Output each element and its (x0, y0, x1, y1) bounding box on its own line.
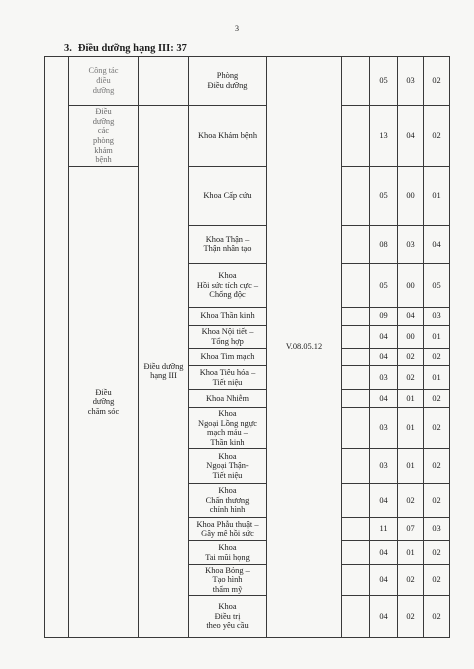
code-label: V.08.05.12 (285, 342, 323, 352)
blank-index-cell (45, 57, 69, 638)
unit-name-line: Phòng (216, 71, 239, 81)
count-value-2: 04 (398, 307, 424, 325)
count-value-3: 02 (424, 390, 450, 408)
count-value-3: 02 (424, 407, 450, 449)
count-value-3: 05 (424, 264, 450, 308)
count-value-2: 03 (398, 225, 424, 264)
count-value-2: 01 (398, 390, 424, 408)
count-value-3: 02 (424, 483, 450, 517)
unit-name-cell (189, 449, 267, 483)
group-label-line: điều (96, 76, 111, 86)
group-label-line: bệnh (95, 155, 112, 165)
count-value-1: 04 (370, 483, 398, 517)
unit-name-line: Chấn thương (205, 495, 250, 505)
unit-name-line: Khoa (218, 271, 237, 281)
group-label-line: phòng (93, 136, 114, 146)
unit-name-cell (189, 483, 267, 517)
group-label-line: các (97, 126, 110, 136)
count-value-3: 01 (424, 366, 450, 390)
count-value-2: 02 (398, 366, 424, 390)
unit-name-cell (189, 407, 267, 449)
group-label-line: chăm sóc (87, 406, 120, 416)
unit-name-line: Tai mũi họng (205, 552, 250, 562)
unit-name-line: Thần kinh (210, 437, 245, 447)
count-value-1: 03 (370, 449, 398, 483)
count-value-2: 03 (398, 57, 424, 106)
blank-value-cell (342, 407, 370, 449)
count-value-3: 02 (424, 449, 450, 483)
count-value-1: 04 (370, 565, 398, 596)
group-dieu-duong-phong-kham (69, 105, 139, 166)
count-value-3: 02 (424, 565, 450, 596)
blank-value-cell (342, 541, 370, 565)
group-label-line: dưỡng (92, 116, 115, 126)
unit-name-cell (189, 105, 267, 166)
group-label-line: Điều (95, 107, 112, 117)
count-value-2: 00 (398, 325, 424, 348)
count-value-3: 02 (424, 57, 450, 106)
count-value-3: 03 (424, 518, 450, 541)
count-value-3: 02 (424, 596, 450, 638)
count-value-2: 02 (398, 565, 424, 596)
count-value-2: 01 (398, 407, 424, 449)
group-label-line: khám (94, 145, 113, 155)
unit-name-cell (189, 57, 267, 106)
unit-name-line: Khoa Nội tiết – (201, 326, 254, 336)
count-value-3: 04 (424, 225, 450, 264)
rank-cell (139, 105, 189, 637)
unit-name-line: Tổng hợp (211, 336, 244, 346)
count-value-3: 02 (424, 348, 450, 366)
unit-name-line: Khoa Tiêu hóa – (199, 368, 256, 378)
unit-name-line: Khoa Nhiễm (205, 393, 250, 403)
count-value-1: 13 (370, 105, 398, 166)
blank-value-cell (342, 167, 370, 225)
blank-value-cell (342, 105, 370, 166)
unit-name-cell (189, 348, 267, 366)
count-value-3: 02 (424, 105, 450, 166)
unit-name-line: mạch máu – (207, 428, 248, 438)
blank-value-cell (342, 348, 370, 366)
count-value-1: 05 (370, 264, 398, 308)
blank-value-cell (342, 483, 370, 517)
group-label-line: dưỡng (92, 397, 115, 407)
unit-name-cell (189, 390, 267, 408)
unit-name-line: Khoa Tim mạch (200, 352, 255, 362)
blank-value-cell (342, 57, 370, 106)
count-value-3: 03 (424, 307, 450, 325)
unit-name-line: Thận nhân tạo (203, 244, 252, 254)
count-value-1: 04 (370, 348, 398, 366)
blank-value-cell (342, 325, 370, 348)
count-value-2: 02 (398, 483, 424, 517)
count-value-1: 04 (370, 325, 398, 348)
blank-value-cell (342, 449, 370, 483)
unit-name-line: Khoa (218, 408, 237, 418)
group-label-line: dưỡng (92, 85, 115, 95)
count-value-1: 04 (370, 390, 398, 408)
blank-value-cell (342, 390, 370, 408)
unit-name-line: Tiết niệu (212, 377, 243, 387)
group-label-line: Công tác (88, 66, 119, 76)
count-value-1: 04 (370, 596, 398, 638)
count-value-3: 01 (424, 325, 450, 348)
group-dieu-duong-cham-soc (69, 167, 139, 638)
unit-name-line: Khoa Khám bệnh (197, 131, 258, 141)
blank-value-cell (342, 307, 370, 325)
unit-name-line: Khoa Bỏng – (205, 565, 250, 575)
count-value-1: 04 (370, 541, 398, 565)
blank-value-cell (342, 366, 370, 390)
count-value-1: 09 (370, 307, 398, 325)
count-value-2: 02 (398, 348, 424, 366)
blank-value-cell (342, 518, 370, 541)
unit-name-line: Ngoại Thận- (206, 461, 249, 471)
count-value-2: 01 (398, 449, 424, 483)
unit-name-line: Khoa Cấp cứu (203, 191, 252, 201)
unit-name-line: Khoa (218, 602, 237, 612)
group-cong-tac-dieu-duong (69, 57, 139, 106)
count-value-1: 03 (370, 366, 398, 390)
page-number: 3 (235, 24, 239, 33)
unit-name-cell (189, 596, 267, 638)
blank-value-cell (342, 264, 370, 308)
unit-name-line: Ngoại Lồng ngực (198, 418, 257, 428)
unit-name-cell (189, 264, 267, 308)
unit-name-cell (189, 167, 267, 225)
unit-name-line: Điều trị (214, 611, 241, 621)
count-value-2: 02 (398, 596, 424, 638)
unit-name-cell (189, 565, 267, 596)
count-value-2: 00 (398, 167, 424, 225)
count-value-1: 08 (370, 225, 398, 264)
unit-name-cell (189, 541, 267, 565)
unit-name-line: Hồi sức tích cực – (196, 280, 259, 290)
unit-name-cell (189, 225, 267, 264)
unit-name-line: Chống độc (209, 290, 246, 300)
count-value-1: 05 (370, 57, 398, 106)
unit-name-line: Khoa Phẫu thuật – (196, 519, 259, 529)
unit-name-line: Tạo hình (212, 575, 243, 585)
unit-name-line: chỉnh hình (209, 505, 246, 515)
count-value-2: 04 (398, 105, 424, 166)
unit-name-line: Khoa (218, 486, 237, 496)
unit-name-cell (189, 307, 267, 325)
table-row (45, 167, 450, 225)
count-value-3: 02 (424, 541, 450, 565)
unit-name-cell (189, 366, 267, 390)
unit-name-line: Điều dưỡng (207, 80, 248, 90)
unit-name-line: Tiết niệu (212, 470, 243, 480)
unit-name-line: Khoa Thận – (205, 234, 250, 244)
unit-name-line: thẩm mỹ (212, 584, 243, 594)
unit-name-cell (189, 325, 267, 348)
unit-name-line: Khoa (218, 451, 237, 461)
section-number: 3. (64, 43, 72, 54)
unit-name-cell (189, 518, 267, 541)
staffing-table (44, 56, 450, 638)
count-value-2: 07 (398, 518, 424, 541)
rank-label: Điều dưỡng hạng III (143, 361, 184, 381)
count-value-2: 00 (398, 264, 424, 308)
unit-name-line: Khoa (218, 542, 237, 552)
count-value-2: 01 (398, 541, 424, 565)
table-row (45, 105, 450, 166)
section-heading (64, 43, 187, 54)
unit-name-line: Gây mê hồi sức (201, 529, 254, 539)
unit-name-line: theo yêu cầu (206, 621, 249, 631)
table-row (45, 57, 450, 106)
blank-value-cell (342, 596, 370, 638)
count-value-1: 03 (370, 407, 398, 449)
count-value-1: 05 (370, 167, 398, 225)
blank-value-cell (342, 565, 370, 596)
group-label-line: Điều (95, 387, 112, 397)
count-value-3: 01 (424, 167, 450, 225)
blank-value-cell (342, 225, 370, 264)
section-title: Điều dưỡng hạng III: 37 (77, 43, 187, 54)
unit-name-line: Khoa Thần kinh (200, 311, 255, 321)
count-value-1: 11 (370, 518, 398, 541)
code-cell (267, 57, 342, 638)
blank-rank-cell (139, 57, 189, 106)
